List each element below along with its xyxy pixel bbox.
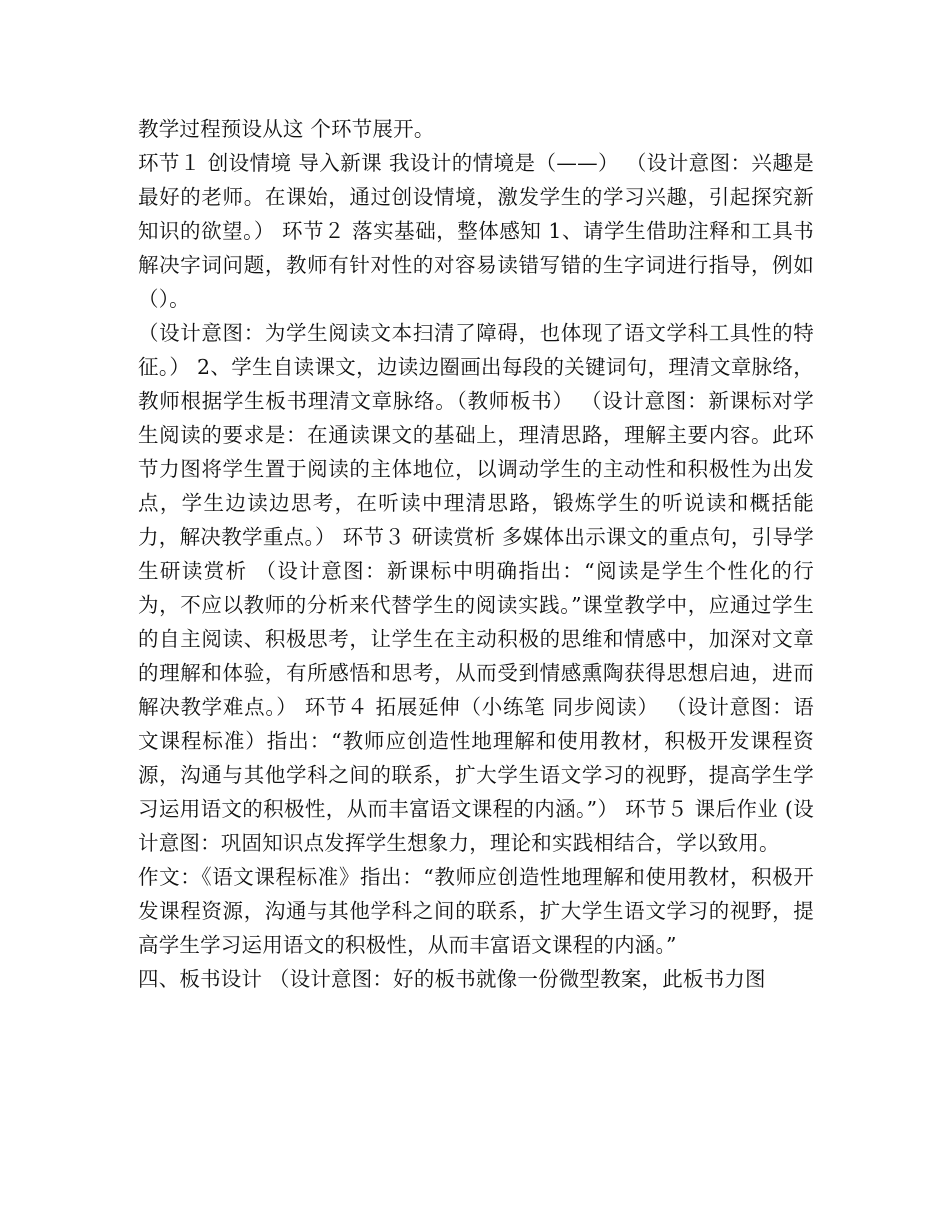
paragraph-steps-1-2: 环节１ 创设情境 导入新课 我设计的情境是（——） （设计意图：兴趣是最好的老师。在课始，通过创设情境，激发学生的学习兴趣，引起探究新知识的欲望。） 环节２ 落实基础，整体感知 1、请学生借助注释和工具书解决字词问题，教师有针对性的对容易读错写错的生字词进行指导，例如（）。 — [138, 151, 814, 311]
paragraph-composition: 作文：《语文课程标准》指出：“教师应创造性地理解和使用教材，积极开发课程资源，沟通与其他学科之间的联系，扩大学生语文学习的视野，提高学生学习运用语文的积极性，从而丰富语文课程的内涵。” — [138, 865, 814, 957]
paragraph-intro: 教学过程预设从这 个环节展开。 — [138, 117, 435, 141]
paragraph-steps-2-5: （设计意图：为学生阅读文本扫清了障碍，也体现了语文学科工具性的特征。） 2、学生自读课文，边读边圈画出每段的关键词句，理清文章脉络，教师根据学生板书理清文章脉络。（教师板书） （设计意图：新课标对学生阅读的要求是：在通读课文的基础上，理清思路，理解主要内容。此环节力图将学生置于阅读的主体地位，以调动学生的主动性和积极性为出发点，学生边读边思考，在听读中理清思路，锻炼学生的听说读和概括能力，解决教学重点。） 环节３ 研读赏析 多媒体出示课文的重点句，引导学生研读赏析 （设计意图：新课标中明确指出：“阅读是学生个性化的行为，不应以教师的分析来代替学生的阅读实践。”课堂教学中，应通过学生的自主阅读、积极思考，让学生在主动积极的思维和情感中，加深对文章的理解和体验，有所感悟和思考，从而受到情感熏陶获得思想启迪，进而解决教学难点。） 环节４ 拓展延伸（小练笔 同步阅读） （设计意图：语文课程标准）指出：“教师应创造性地理解和使用教材，积极开发课程资源，沟通与其他学科之间的联系，扩大学生语文学习的视野，提高学生学习运用语文的积极性，从而丰富语文课程的内涵。”） 环节５ 课后作业 (设计意图：巩固知识点发挥学生想象力，理论和实践相结合，学以致用。 — [138, 321, 814, 855]
paragraph-board-design: 四、板书设计 （设计意图：好的板书就像一份微型教案，此板书力图 — [138, 967, 766, 991]
document-body — [138, 112, 814, 996]
